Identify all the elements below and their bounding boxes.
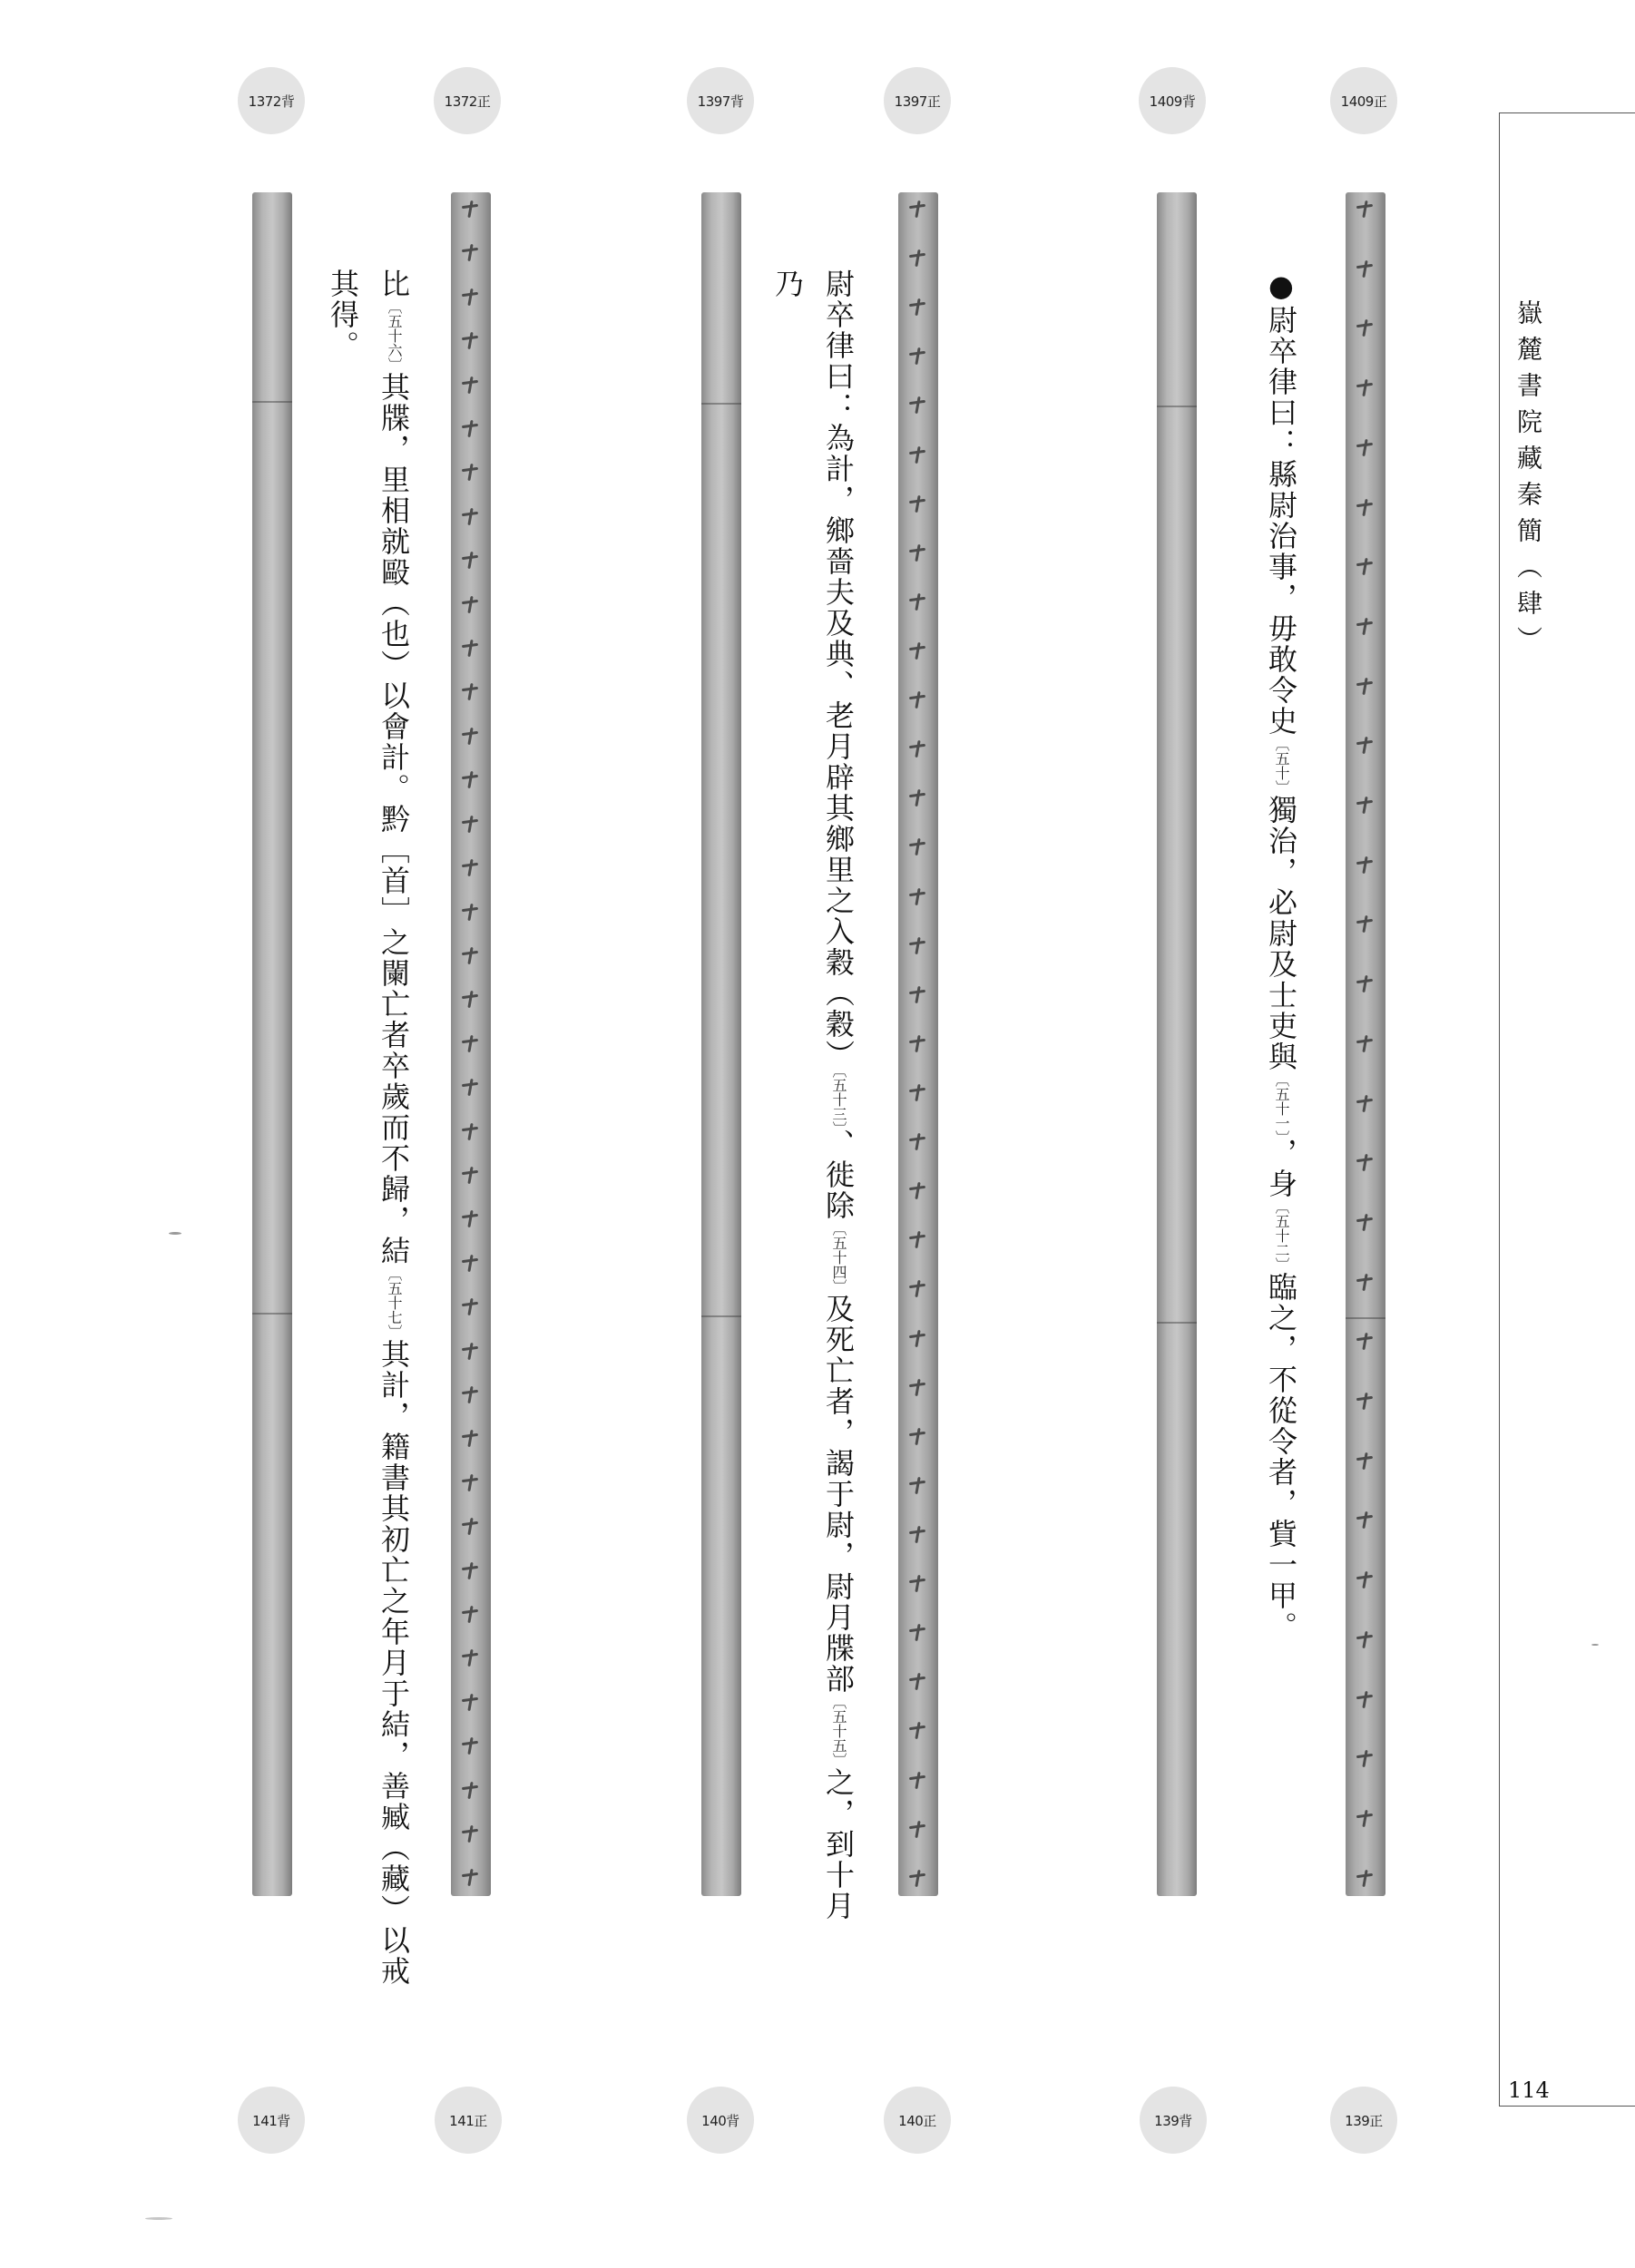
header-label-1372-back: 1372背 bbox=[238, 67, 305, 134]
note-marker: 〔五十二〕 bbox=[1273, 1199, 1290, 1272]
transcription-text: 尉卒律曰：為計，鄉嗇夫及典、老月辟其鄉里之入穀（穀） bbox=[821, 269, 856, 1070]
page-number: 114 bbox=[1508, 2077, 1550, 2103]
header-label-1372-front: 1372正 bbox=[434, 67, 501, 134]
book-title: 嶽麓書院藏秦簡（肆） bbox=[1513, 299, 1543, 662]
transcription-text: 乃 bbox=[770, 269, 805, 299]
scan-speck bbox=[1591, 1644, 1599, 1646]
footer-label-139-front: 139正 bbox=[1330, 2087, 1397, 2154]
transcription-text: 其得。 bbox=[326, 269, 360, 361]
scan-speck bbox=[169, 1232, 181, 1235]
transcription-text: 獨治，必尉及士吏與 bbox=[1264, 795, 1298, 1072]
transcription-slip-139 bbox=[1259, 269, 1303, 1642]
transcription-text: 其牒，里相就毆（也）以會計。黔［首］之闌亡者卒歲而不歸，結 bbox=[377, 372, 411, 1266]
slip-139-front bbox=[1346, 192, 1385, 1896]
slip-inscription bbox=[1346, 200, 1385, 1889]
footer-label-139-back: 139背 bbox=[1140, 2087, 1207, 2154]
transcription-slip-141-line-1 bbox=[372, 269, 416, 1987]
note-marker: 〔五十七〕 bbox=[386, 1266, 403, 1339]
note-marker: 〔五十三〕 bbox=[830, 1070, 847, 1129]
slip-139-back bbox=[1157, 192, 1197, 1896]
transcription-text: ，身 bbox=[1264, 1138, 1298, 1199]
footer-label-141-front: 141正 bbox=[435, 2087, 502, 2154]
header-label-1397-front: 1397正 bbox=[884, 67, 951, 134]
note-marker: 〔五十〕 bbox=[1273, 737, 1290, 795]
transcription-text: ●尉卒律曰：縣尉治事，毋敢令史 bbox=[1264, 269, 1298, 737]
transcription-text: 之，到十月 bbox=[821, 1767, 856, 1921]
note-marker: 〔五十五〕 bbox=[830, 1695, 847, 1767]
slip-inscription bbox=[898, 200, 938, 1889]
header-label-1397-back: 1397背 bbox=[687, 67, 754, 134]
footer-label-140-front: 140正 bbox=[884, 2087, 951, 2154]
header-label-1409-back: 1409背 bbox=[1139, 67, 1206, 134]
footer-label-140-back: 140背 bbox=[687, 2087, 754, 2154]
transcription-slip-140-line-1 bbox=[817, 269, 860, 1921]
note-marker: 〔五十四〕 bbox=[830, 1221, 847, 1294]
scan-speck bbox=[145, 2217, 172, 2220]
slip-inscription bbox=[451, 200, 491, 1889]
transcription-text: 比 bbox=[377, 269, 411, 299]
slip-141-front bbox=[451, 192, 491, 1896]
footer-label-141-back: 141背 bbox=[238, 2087, 305, 2154]
transcription-text: 及死亡者，謁于尉，尉月牒部 bbox=[821, 1294, 856, 1695]
slip-140-back bbox=[701, 192, 741, 1896]
transcription-slip-140-line-2 bbox=[766, 269, 809, 299]
transcription-slip-141-line-2 bbox=[321, 269, 365, 361]
transcription-text: 其計，籍書其初亡之年月于結，善臧（藏）以戒 bbox=[377, 1339, 411, 1987]
note-marker: 〔五十六〕 bbox=[386, 299, 403, 372]
note-marker: 〔五十一〕 bbox=[1273, 1072, 1290, 1138]
slip-141-back bbox=[252, 192, 292, 1896]
transcription-text: 、徙除 bbox=[821, 1129, 856, 1221]
slip-140-front bbox=[898, 192, 938, 1896]
header-label-1409-front: 1409正 bbox=[1330, 67, 1397, 134]
transcription-text: 臨之，不從令者，貲一甲。 bbox=[1264, 1272, 1298, 1642]
